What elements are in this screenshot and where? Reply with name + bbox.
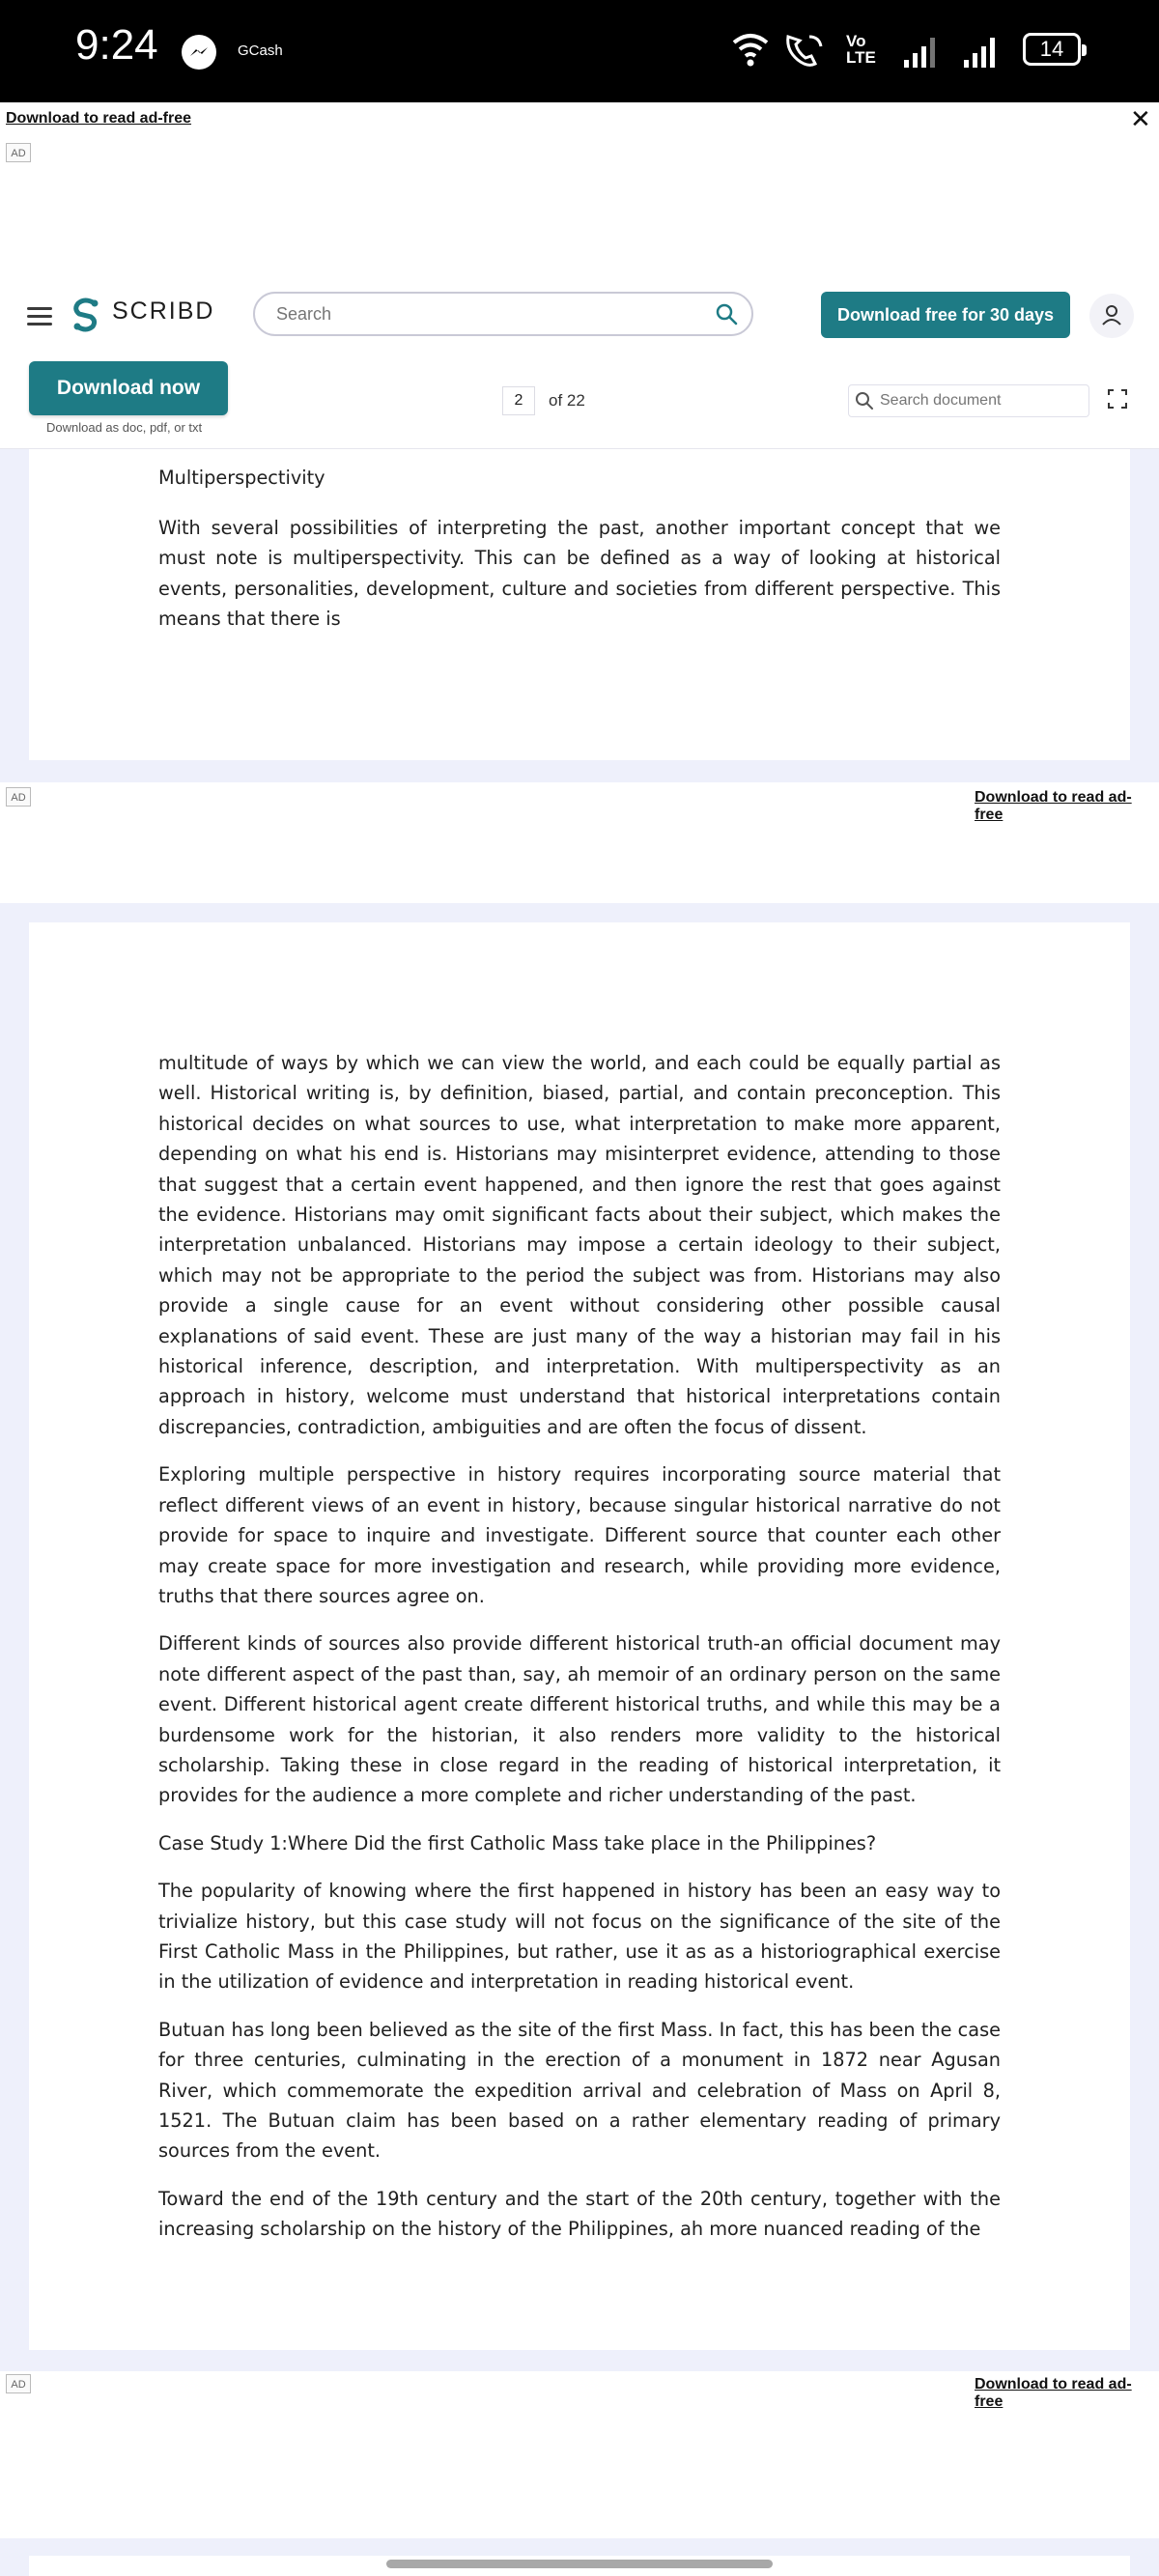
page-paragraph: With several possibilities of interpreting the past, another important concept that we must note is multiperspectivity. This can be defined as a way of looking at historical events, personalities, development, culture and societies from different perspective. This means that there is: [158, 517, 1001, 631]
user-icon[interactable]: [1089, 294, 1134, 338]
page-paragraph: Exploring multiple perspective in history requires incorporating source material that reflect different views of an event in history, because singular historical narrative do not provide for space to inquire and investigate. Different source that counter each other may create space for more investigation and research, while providing more evidence, truths that there sources agree on.: [158, 1463, 1001, 1607]
page-paragraph: Different kinds of sources also provide different historical truth-an official document may note different aspect of the past than, say, ah memoir of an ordinary person on the same event. Different historical agent create different historical truths, and while this may be a burdensome work for the historian, it also renders more validity to the historical scholarship. Taking these in close regard in the reading of historical interpretation, it provides for the audience a more complete and richer understanding of the past.: [158, 1632, 1001, 1807]
scribd-logo-text[interactable]: SCRIBD: [112, 297, 215, 325]
volte-icon: Vo LTE: [846, 32, 876, 67]
close-icon[interactable]: ✕: [1130, 104, 1151, 133]
page-paragraph: The popularity of knowing where the first happened in history has been an easy way to trivialize history, but this case study will not focus on the significance of the site of the First Catholic Mass in the Philippines, but rather, use it as as a historiographical exercise in the utilization of evidence and interpretation in reading historical event.: [158, 1880, 1001, 1994]
page-paragraph: multitude of ways by which we can view the world, and each could be equally partial as well. Historical writing is, by definition, biased, partial, and contain preconception. This historical decides on what sources to use, what interpretation to make more apparent, depending on what his end is. Historians may misinterpret evidence, attending to those that suggest that a certain event happened, and then ignore the rest that goes against the evidence. Historians may omit significant facts about their subject, which makes the interpretation unbalanced. Historians may impose a certain ideology to their subject, which may not be appropriate to the period the subject was from. Historians may also provide a single cause for an event without considering other possible causal explanations of said event. These are just many of the way a historian may fail in his historical inference, description, and interpretation. With multiperspectivity as an approach in history, welcome must understand that historical interpretations contain discrepancies, contradiction, ambiguities and are often the focus of dissent.: [158, 1052, 1001, 1438]
download-now-button[interactable]: Download now: [29, 361, 228, 415]
ad-tag: AD: [6, 787, 31, 807]
menu-icon[interactable]: [27, 307, 52, 325]
page-total: of 22: [549, 391, 585, 410]
search-icon[interactable]: [715, 302, 738, 326]
wifi-call-icon: [782, 31, 827, 74]
ad-tag: AD: [6, 2374, 31, 2393]
scribd-logo-icon[interactable]: [71, 297, 100, 332]
page-paragraph: Butuan has long been believed as the site of the first Mass. In fact, this has been the case for three centuries, culminating in the erection of a monument in 1872 near Agusan River, which commemorate the expedition arrival and celebration of Mass on April 8, 1521. The Butuan claim has been based on a rather elementary reading of primary sources from the event.: [158, 2018, 1001, 2163]
status-time: 9:24: [75, 21, 158, 69]
signal-icon-2: [962, 35, 1001, 74]
document-page-1: [29, 449, 1130, 760]
download-formats-text: Download as doc, pdf, or txt: [46, 420, 203, 435]
page-body: [158, 1048, 1001, 2262]
download-ad-free-link[interactable]: Download to read ad-free: [975, 789, 1132, 823]
gcash-notification: GCash: [238, 42, 283, 59]
search-icon: [855, 391, 874, 415]
battery-icon: 14: [1023, 33, 1081, 66]
download-ad-free-link[interactable]: Download to read ad-free: [975, 2376, 1132, 2410]
case-study-heading: Case Study 1:Where Did the first Catholic Mass take place in the Philippines?: [158, 1831, 877, 1854]
search-input[interactable]: [274, 303, 684, 326]
document-page-2: [29, 922, 1130, 2350]
section-heading: Multiperspectivity: [158, 467, 325, 489]
search-document-bar[interactable]: [848, 384, 1089, 417]
signal-icon-1: [902, 35, 941, 74]
page-number-input[interactable]: 2: [502, 386, 535, 415]
page-paragraph: Toward the end of the 19th century and the start of the 20th century, together with the increasing scholarship on the history of the Philippines, ah more nuanced reading of the: [158, 2187, 1001, 2241]
home-indicator[interactable]: [386, 2560, 773, 2568]
download-free-button[interactable]: Download free for 30 days: [821, 292, 1070, 338]
search-document-input[interactable]: [878, 391, 1085, 410]
messenger-icon: [182, 35, 216, 70]
fullscreen-icon[interactable]: [1106, 387, 1129, 410]
search-bar[interactable]: [253, 292, 753, 336]
ad-tag: AD: [6, 143, 31, 162]
download-ad-free-link[interactable]: Download to read ad-free: [6, 110, 192, 127]
wifi-icon: [730, 29, 771, 74]
